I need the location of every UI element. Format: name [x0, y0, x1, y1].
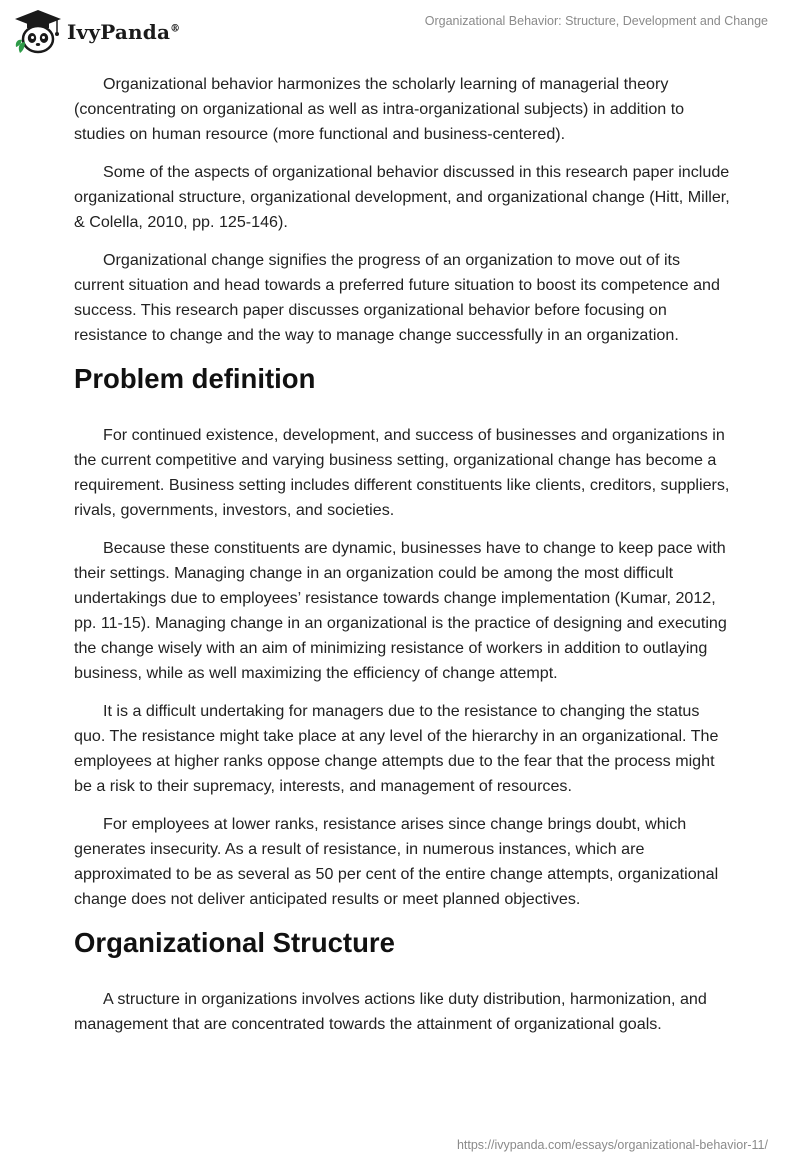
- paragraph: Some of the aspects of organizational behavior discussed in this research paper include organizational structure, organizational development, and organizational change (Hitt, Miller, & Colella, 2010, pp. 125-146).: [74, 163, 730, 231]
- paragraph: Organizational change signifies the progress of an organization to move out of its current situation and head towards a preferred future situation to boost its competence and success. This research paper discusses organizational behavior before focusing on resistance to change and the way to manage change successfully in an organization.: [74, 251, 720, 344]
- document-title: Organizational Behavior: Structure, Development and Change: [424, 14, 768, 28]
- paragraph: Because these constituents are dynamic, businesses have to change to keep pace with their settings. Managing change in an organization could be among the most difficult undertakings due to employees’ resistance towards change implementation (Kumar, 2012, pp. 11-15). Managing change in an organizational is the practice of designing and executing the change wisely with an aim of minimizing resistance of workers in addition to outlaying business, while as well maximizing the efficiency of change attempt.: [74, 539, 727, 682]
- source-url[interactable]: https://ivypanda.com/essays/organizational-behavior-11/: [456, 1138, 768, 1152]
- page-header: [0, 0, 800, 64]
- brand-name: IvyPanda®: [67, 20, 181, 44]
- paragraph: For continued existence, development, and success of businesses and organizations in the current competitive and varying business setting, organizational change has become a requirement. Business setting includes different constituents like clients, creditors, suppliers, rivals, governments, investors, and societies.: [74, 426, 730, 519]
- paragraph: A structure in organizations involves actions like duty distribution, harmonization, and management that are concentrated towards the attainment of organizational goals.: [74, 990, 707, 1033]
- paragraph: It is a difficult undertaking for managers due to the resistance to changing the status quo. The resistance might take place at any level of the hierarchy in an organizational. The employees at higher ranks oppose change attempts due to the fear that the process might be a risk to their supremacy, interests, and management of resources.: [74, 702, 719, 795]
- paragraph: Organizational behavior harmonizes the scholarly learning of managerial theory (concentrating on organizational as well as intra-organizational subjects) in addition to studies on human resource (more functional and business-centered).: [74, 75, 685, 143]
- panda-graduate-logo-icon: [14, 9, 62, 55]
- section-heading-problem-definition: Problem definition: [74, 363, 316, 394]
- essay-body: [74, 72, 734, 1050]
- section-heading-organizational-structure: Organizational Structure: [74, 927, 395, 958]
- paragraph: For employees at lower ranks, resistance arises since change brings doubt, which generates insecurity. As a result of resistance, in numerous instances, which are approximated to be as several as 50 per cent of the entire change attempts, organizational change does not deliver anticipated results or meet planned objectives.: [74, 815, 719, 908]
- ivypanda-logo[interactable]: [14, 9, 180, 55]
